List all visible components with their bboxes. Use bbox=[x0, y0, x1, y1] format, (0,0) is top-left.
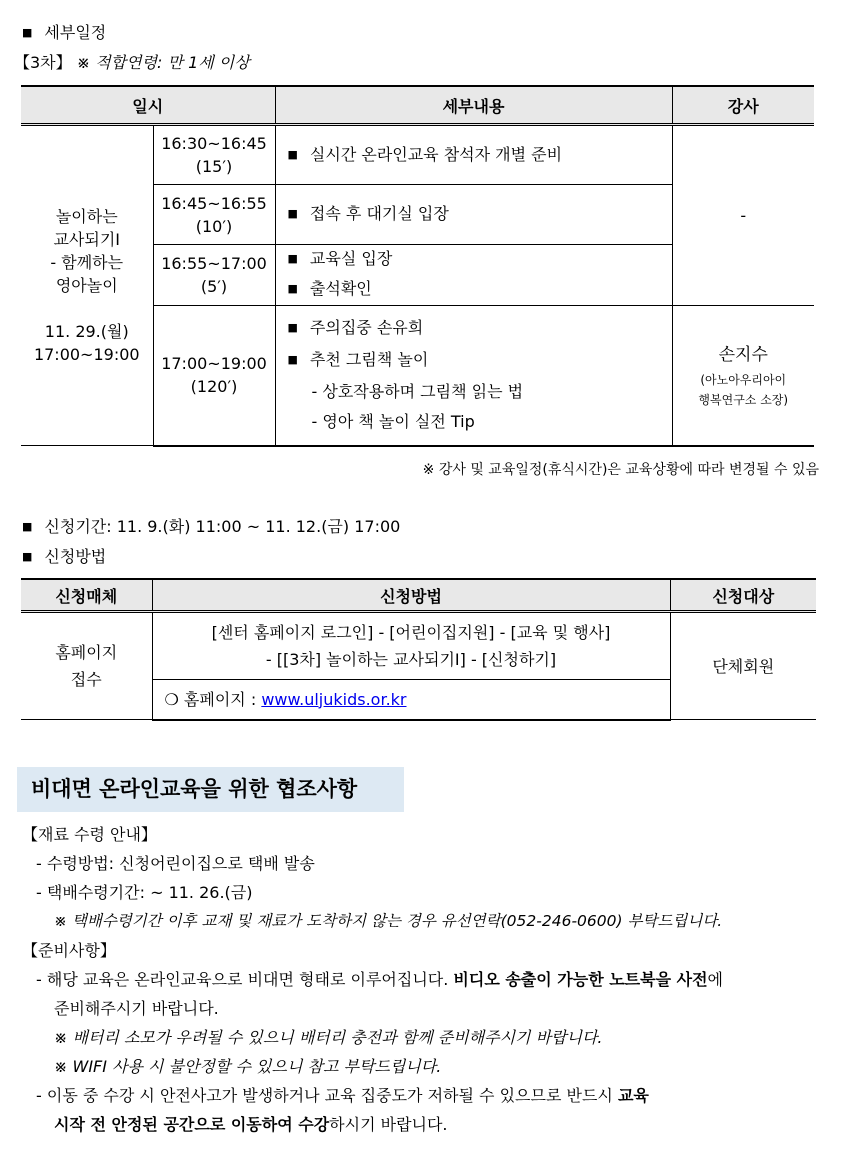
program-cell bbox=[21, 125, 153, 446]
program-time: 17:00~19:00 bbox=[33, 345, 140, 364]
prep-note: ※ WIFI 사용 시 불안정할 수 있으니 참고 부탁드립니다. bbox=[54, 1057, 442, 1076]
header-instructor: 강사 bbox=[672, 86, 814, 125]
header-method: 신청방법 bbox=[152, 579, 670, 612]
round-label: 【3차】 bbox=[14, 53, 72, 72]
instructor-affiliation: 행복연구소 소장) bbox=[698, 393, 789, 408]
detail-item: ■ 주의집중 손유희 bbox=[288, 313, 672, 345]
header-datetime: 일시 bbox=[21, 86, 275, 125]
application-table bbox=[21, 578, 816, 721]
prep-text: 에 bbox=[707, 970, 723, 989]
program-date: 11. 29.(월) bbox=[44, 322, 129, 341]
duration: (120′) bbox=[190, 377, 238, 397]
path-line: - [[3차] 놀이하는 교사되기Ⅰ] - [신청하기] bbox=[265, 650, 557, 669]
duration: (15′) bbox=[195, 157, 233, 176]
detail-item: ■ 교육실 입장 bbox=[288, 245, 672, 275]
prep-text: 하시기 바랍니다. bbox=[329, 1115, 448, 1134]
prep-bold: 시작 전 안정된 공간으로 이동하여 수강 bbox=[54, 1115, 330, 1134]
prep-bold: 교육 bbox=[617, 1086, 649, 1105]
detail-cell bbox=[275, 245, 672, 306]
header-target: 신청대상 bbox=[670, 579, 816, 612]
path-line: [센터 홈페이지 로그인] - [어린이집지원] - [교육 및 행사] bbox=[211, 623, 611, 642]
program-line: 교사되기Ⅰ bbox=[53, 230, 121, 249]
program-line: - 함께하는 bbox=[50, 253, 124, 272]
application-period: ■ 신청기간: 11. 9.(화) 11:00 ~ 11. 12.(금) 17:00 bbox=[22, 514, 400, 537]
time-cell bbox=[153, 306, 275, 446]
detail-cell bbox=[275, 185, 672, 245]
detail-subitem: - 영아 책 놀이 실전 Tip bbox=[311, 412, 475, 432]
medium-line: 접수 bbox=[70, 670, 102, 689]
detail-item: ■ 실시간 온라인교육 참석자 개별 준비 bbox=[288, 143, 672, 168]
cooperation-heading: 비대면 온라인교육을 위한 협조사항 bbox=[17, 767, 404, 812]
prep-item-2-cont bbox=[22, 1110, 723, 1139]
detail-item: ■ 접속 후 대기실 입장 bbox=[288, 202, 672, 227]
path-cell bbox=[152, 612, 670, 680]
medium-cell bbox=[21, 612, 152, 720]
detail-item: ■ 추천 그림책 놀이 bbox=[288, 345, 672, 377]
material-note: ※ 택배수령기간 이후 교재 및 재료가 도착하지 않는 경우 유선연락(052-246-0600) 부탁드립니다. bbox=[54, 912, 723, 930]
prep-text: - 해당 교육은 온라인교육으로 비대면 형태로 이루어집니다. bbox=[36, 970, 454, 989]
homepage-cell bbox=[152, 680, 670, 720]
section-heading-method: ■ 신청방법 bbox=[22, 544, 106, 567]
time-range: 16:30~16:45 bbox=[161, 134, 267, 153]
prep-note: ※ 배터리 소모가 우려될 수 있으니 배터리 충전과 함께 준비해주시기 바랍니다. bbox=[54, 1028, 603, 1047]
time-cell bbox=[153, 125, 275, 185]
schedule-note: ※ 강사 및 교육일정(휴식시간)은 교육상황에 따라 변경될 수 있음 bbox=[422, 462, 819, 478]
duration: (5′) bbox=[200, 277, 228, 296]
header-medium: 신청매체 bbox=[21, 579, 152, 612]
time-range: 17:00~19:00 bbox=[161, 354, 267, 374]
material-line: - 수령방법: 신청어린이집으로 택배 발송 bbox=[36, 854, 315, 873]
instructor-cell bbox=[672, 306, 814, 446]
prep-title: 【준비사항】 bbox=[22, 941, 116, 960]
cooperation-body bbox=[22, 820, 723, 1139]
schedule-table bbox=[21, 85, 814, 447]
prep-item-2 bbox=[22, 1081, 723, 1110]
instructor-affiliation: (아노아우리아이 bbox=[700, 373, 787, 388]
instructor-cell-top: - bbox=[672, 125, 814, 306]
round-age-line bbox=[14, 50, 250, 73]
age-note: ※ 적합연령: 만 1세 이상 bbox=[76, 53, 250, 72]
detail-item: ■ 출석확인 bbox=[288, 275, 672, 305]
duration: (10′) bbox=[195, 216, 233, 236]
program-line: 영아놀이 bbox=[55, 276, 118, 295]
medium-line: 홈페이지 bbox=[55, 643, 118, 662]
prep-item-1-cont: 준비해주시기 바랍니다. bbox=[54, 999, 219, 1018]
time-range: 16:45~16:55 bbox=[161, 193, 267, 213]
homepage-label: ❍ 홈페이지 : bbox=[164, 689, 262, 709]
material-title: 【재료 수령 안내】 bbox=[22, 825, 157, 844]
homepage-link[interactable]: www.uljukids.or.kr bbox=[261, 689, 407, 709]
material-line: - 택배수령기간: ~ 11. 26.(금) bbox=[36, 883, 253, 902]
time-cell bbox=[153, 185, 275, 245]
time-cell bbox=[153, 245, 275, 306]
time-range: 16:55~17:00 bbox=[161, 254, 267, 273]
section-heading-schedule: ■ 세부일정 bbox=[22, 20, 106, 43]
detail-cell bbox=[275, 306, 672, 446]
prep-item-1 bbox=[22, 965, 723, 994]
detail-cell bbox=[275, 125, 672, 185]
detail-subitem: - 상호작용하며 그림책 읽는 법 bbox=[311, 382, 524, 402]
instructor-name: 손지수 bbox=[718, 345, 768, 366]
prep-bold: 비디오 송출이 가능한 노트북을 사전 bbox=[453, 970, 708, 989]
prep-text: - 이동 중 수강 시 안전사고가 발생하거나 교육 집중도가 저하될 수 있으므로 반드시 bbox=[36, 1086, 618, 1105]
target-cell: 단체회원 bbox=[670, 612, 816, 720]
header-details: 세부내용 bbox=[275, 86, 672, 125]
program-line: 놀이하는 bbox=[55, 207, 118, 226]
